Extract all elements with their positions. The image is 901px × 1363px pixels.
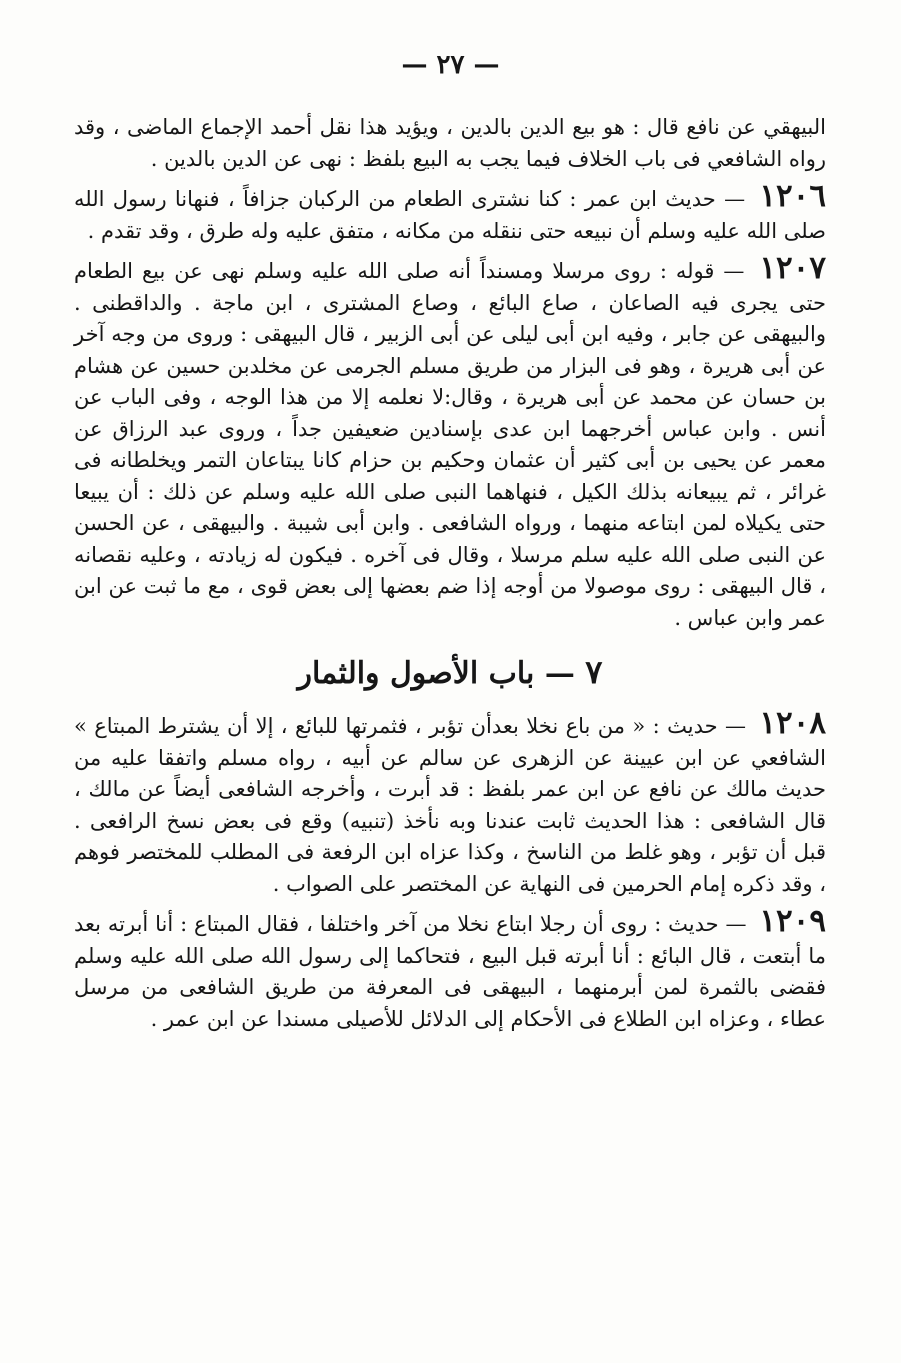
section-heading <box>74 652 826 694</box>
hadith-entry-1207 <box>74 250 826 634</box>
hadith-text: — حديث ابن عمر : كنا نشترى الطعام من الركبان جزافاً ، فنهانا رسول الله صلى الله عليه وسلم أن نبيعه حتى ننقله من مكانه ، متفق عليه وله طرق ، وقد تقدم . <box>74 187 826 243</box>
hadith-number: ١٢٠٧ <box>759 250 826 286</box>
hadith-entry-1209 <box>74 903 826 1035</box>
continuation-paragraph: البيهقي عن نافع قال : هو بيع الدين بالدين ، ويؤيد هذا نقل أحمد الإجماع الماضى ، وقد رواه الشافعي فى باب الخلاف فيما يجب به البيع بلفظ : نهى عن الدين بالدين . <box>74 115 826 171</box>
page-number: — ٢٧ — <box>401 50 500 80</box>
hadith-number: ١٢٠٩ <box>759 903 826 939</box>
hadith-entry-1206 <box>74 178 826 247</box>
hadith-text: — حديث : روى أن رجلا ابتاع نخلا من آخر واختلفا ، فقال المبتاع : أنا أبرته بعد ما أبتعت ، قال البائع : أنا أبرته قبل البيع ، فتحاكما إلى رسول الله صلى الله عليه وسلم فقضى بالثمرة لمن أبرمنهما ، البيهقى فى المعرفة من طريق الشافعى من مرسل عطاء ، وعزاه ابن الطلاع فى الأحكام إلى الدلائل للأصيلى مسندا عن ابن عمر . <box>74 912 826 1031</box>
hadith-entry-1208 <box>74 705 826 900</box>
hadith-number: ١٢٠٦ <box>759 178 826 214</box>
hadith-text: — قوله : روى مرسلا ومسنداً أنه صلى الله عليه وسلم نهى عن بيع الطعام حتى يجرى فيه الصاعان ، صاع البائع ، وصاع المشترى ، ابن ماجة . والداقطنى . والبيهقى عن جابر ، وفيه ابن أبى ليلى عن أبى الزبير ، قال البيهقى : وروى من وجه آخر عن أبى هريرة ، وهو فى البزار من طريق مسلم الجرمى عن مخلدبن حسين عن هشام بن حسان عن محمد عن أبى هريرة ، وقال:لا نعلمه إلا من هذا الوجه ، وفى الباب عن أنس . وابن عباس أخرجهما ابن عدى بإسنادين ضعيفين جداً ، وروى عبد الرزاق عن معمر عن يحيى بن أبى كثير أن عثمان وحكيم بن حزام كانا يبتاعان التمر ويخلطانه فى غرائر ، ثم يبيعانه بذلك الكيل ، فنهاهما النبى صلى الله عليه وسلم عن ذلك : أن يبيعا حتى يكيلاه لمن ابتاعه منهما ، ورواه الشافعى . وابن أبى شيبة . والبيهقى ، عن الحسن عن النبى صلى الله عليه سلم مرسلا ، وقال فى آخره . فيكون له زيادته ، وعليه نقصانه ، قال البيهقى : روى موصولا من أوجه إذا ضم بعضها إلى بعض قوى ، مع ما ثبت عن ابن عمر وابن عباس . <box>74 259 826 630</box>
hadith-text: — حديث : « من باع نخلا بعدأن تؤبر ، فثمرتها للبائع ، إلا أن يشترط المبتاع » الشافعي عن ابن عيينة عن الزهرى عن سالم عن أبيه ، رواه مسلم واتفقا عليه من حديث مالك عن نافع عن ابن عمر بلفظ : قد أبرت ، وأخرجه الشافعى أيضاً عن مالك ، قال الشافعى : هذا الحديث ثابت عندنا وبه نأخذ (تنبيه) وقع فى بعض نسخ الرافعى . قبل أن تؤبر ، وهو غلط من الناسخ ، وكذا عزاه ابن الرفعة فى المطلب للمختصر فوهم ، وقد ذكره إمام الحرمين فى النهاية عن المختصر على الصواب . <box>74 714 826 896</box>
hadith-number: ١٢٠٨ <box>759 705 826 741</box>
section-number: ٧ <box>585 653 603 691</box>
page-body <box>74 112 826 1041</box>
section-title: — باب الأصول والثمار <box>297 656 575 691</box>
